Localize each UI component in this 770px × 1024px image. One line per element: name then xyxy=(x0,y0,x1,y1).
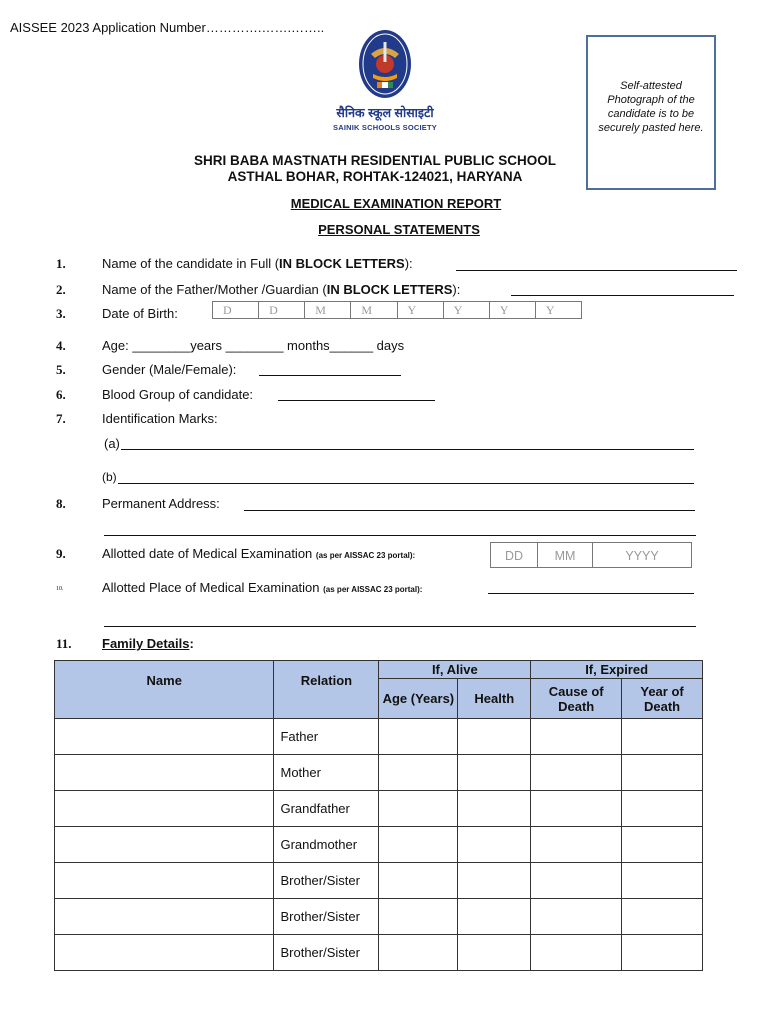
dob-label: Date of Birth: xyxy=(102,306,178,321)
health-cell[interactable] xyxy=(458,827,531,863)
item-number-4: 4. xyxy=(56,338,66,353)
column-header-health: Health xyxy=(458,679,531,719)
family-details-table xyxy=(54,660,703,971)
year-cell[interactable] xyxy=(622,791,703,827)
photo-instruction: Self-attested Photograph of the candidate is to be securely pasted here. xyxy=(598,80,704,134)
year-cell[interactable] xyxy=(622,899,703,935)
family-details-heading xyxy=(102,636,194,651)
exam-date-portal-note: (as per AISSAC 23 portal): xyxy=(315,551,416,560)
item-number-5: 5. xyxy=(56,362,66,377)
cause-cell[interactable] xyxy=(531,755,622,791)
dob-box[interactable]: Y xyxy=(444,302,490,318)
cause-cell[interactable] xyxy=(531,791,622,827)
table-row xyxy=(55,899,703,935)
name-cell[interactable] xyxy=(55,719,274,755)
exam-date-month-box[interactable]: MM xyxy=(538,543,593,567)
page-title: MEDICAL EXAMINATION REPORT xyxy=(290,196,502,211)
relation-cell: Father xyxy=(274,719,379,755)
table-row xyxy=(55,755,703,791)
table-row xyxy=(55,827,703,863)
column-header-age: Age (Years) xyxy=(379,679,458,719)
candidate-name-label-text: Name of the candidate in Full ( xyxy=(102,256,280,271)
dob-box[interactable]: D xyxy=(213,302,259,318)
permanent-address-label: Permanent Address: xyxy=(102,496,220,511)
gender-label: Gender (Male/Female): xyxy=(102,362,237,377)
exam-place-field-line1[interactable] xyxy=(488,593,694,594)
guardian-name-field[interactable] xyxy=(511,295,734,296)
cause-cell[interactable] xyxy=(531,863,622,899)
org-name-hindi: सैनिक स्कूल सोसाइटी xyxy=(336,106,434,120)
age-cell[interactable] xyxy=(379,791,458,827)
org-name-english: SAINIK SCHOOLS SOCIETY xyxy=(333,123,437,132)
application-number: AISSEE 2023 Application Number………….…….…….. xyxy=(10,20,325,35)
age-cell[interactable] xyxy=(379,899,458,935)
year-cell[interactable] xyxy=(622,827,703,863)
item-number-11: 11. xyxy=(56,636,72,651)
health-cell[interactable] xyxy=(458,935,531,971)
relation-cell: Brother/Sister xyxy=(274,863,379,899)
year-cell[interactable] xyxy=(622,935,703,971)
family-details-heading-colon: : xyxy=(189,636,194,651)
exam-date-year-box[interactable]: YYYY xyxy=(625,549,659,563)
health-cell[interactable] xyxy=(458,899,531,935)
name-cell[interactable] xyxy=(55,935,274,971)
identification-mark-b-field[interactable] xyxy=(118,483,694,484)
identification-mark-a-label: (a) xyxy=(104,436,120,451)
school-name xyxy=(120,153,630,185)
sainik-schools-emblem xyxy=(357,28,413,100)
cause-cell[interactable] xyxy=(531,719,622,755)
item-number-7: 7. xyxy=(56,411,66,426)
item-number-6: 6. xyxy=(56,387,66,402)
relation-cell: Brother/Sister xyxy=(274,899,379,935)
name-cell[interactable] xyxy=(55,791,274,827)
relation-cell: Mother xyxy=(274,755,379,791)
exam-date-label xyxy=(102,546,415,561)
cause-cell[interactable] xyxy=(531,899,622,935)
age-cell[interactable] xyxy=(379,719,458,755)
relation-cell: Brother/Sister xyxy=(274,935,379,971)
year-cell[interactable] xyxy=(622,863,703,899)
candidate-name-label-end: ): xyxy=(404,256,413,271)
guardian-name-label-end: ): xyxy=(452,282,461,297)
name-cell[interactable] xyxy=(55,863,274,899)
identification-mark-a-field[interactable] xyxy=(121,449,694,450)
candidate-name-field[interactable] xyxy=(456,270,737,271)
guardian-name-block-note: IN BLOCK LETTERS xyxy=(326,282,453,297)
column-header-year-of-death: Year of Death xyxy=(622,679,703,719)
dob-box[interactable]: D xyxy=(259,302,305,318)
column-group-if-alive: If, Alive xyxy=(379,661,531,679)
exam-place-label-text: Allotted Place of Medical Examination xyxy=(102,580,320,595)
permanent-address-field-line1[interactable] xyxy=(244,510,695,511)
family-details-heading-text: Family Details xyxy=(102,636,190,651)
exam-place-label xyxy=(102,580,422,595)
exam-place-portal-note: (as per AISSAC 23 portal): xyxy=(323,585,423,594)
blood-group-label: Blood Group of candidate: xyxy=(102,387,254,402)
exam-date-boxes[interactable] xyxy=(490,542,692,568)
exam-date-label-text: Allotted date of Medical Examination xyxy=(102,546,313,561)
school-name-line1: SHRI BABA MASTNATH RESIDENTIAL PUBLIC SCHOOL xyxy=(193,153,556,168)
health-cell[interactable] xyxy=(458,755,531,791)
health-cell[interactable] xyxy=(458,791,531,827)
age-cell[interactable] xyxy=(379,863,458,899)
relation-cell: Grandmother xyxy=(274,827,379,863)
table-row xyxy=(55,719,703,755)
table-row xyxy=(55,935,703,971)
age-cell[interactable] xyxy=(379,935,458,971)
table-row xyxy=(55,863,703,899)
health-cell[interactable] xyxy=(458,863,531,899)
permanent-address-field-line2[interactable] xyxy=(104,535,696,536)
column-header-relation: Relation xyxy=(274,661,379,719)
guardian-name-label-text: Name of the Father/Mother /Guardian ( xyxy=(102,282,327,297)
dob-box[interactable]: Y xyxy=(545,303,555,317)
table-row xyxy=(55,791,703,827)
identification-mark-b-label: (b) xyxy=(102,470,117,484)
year-cell[interactable] xyxy=(622,755,703,791)
dob-box[interactable]: M xyxy=(305,302,351,318)
dob-box[interactable]: M xyxy=(351,302,397,318)
item-number-3: 3. xyxy=(56,306,66,321)
blood-group-field[interactable] xyxy=(278,400,435,401)
school-address-line2: ASTHAL BOHAR, ROHTAK-124021, HARYANA xyxy=(227,169,523,184)
column-header-name: Name xyxy=(55,661,274,719)
item-number-10: 10. xyxy=(56,586,64,592)
candidate-name-block-note: IN BLOCK LETTERS xyxy=(279,256,405,271)
name-cell[interactable] xyxy=(55,755,274,791)
name-cell[interactable] xyxy=(55,899,274,935)
item-number-1: 1. xyxy=(56,256,66,271)
item-number-9: 9. xyxy=(56,546,66,561)
health-cell[interactable] xyxy=(458,719,531,755)
section-subtitle: PERSONAL STATEMENTS xyxy=(318,222,480,237)
item-number-8: 8. xyxy=(56,496,66,511)
dob-input-boxes[interactable] xyxy=(212,301,582,319)
age-cell[interactable] xyxy=(379,827,458,863)
guardian-name-label xyxy=(102,282,460,297)
column-group-if-expired: If, Expired xyxy=(531,661,703,679)
cause-cell[interactable] xyxy=(531,935,622,971)
cause-cell[interactable] xyxy=(531,827,622,863)
identification-marks-label: Identification Marks: xyxy=(102,411,218,426)
year-cell[interactable] xyxy=(622,719,703,755)
exam-place-field-line2[interactable] xyxy=(104,626,696,627)
item-number-2: 2. xyxy=(56,282,66,297)
exam-date-day-box[interactable]: DD xyxy=(491,543,538,567)
column-header-cause-of-death: Cause of Death xyxy=(531,679,622,719)
gender-field[interactable] xyxy=(259,375,401,376)
name-cell[interactable] xyxy=(55,827,274,863)
dob-box[interactable]: Y xyxy=(398,302,444,318)
age-field[interactable]: Age: ________years ________ months______ days xyxy=(102,338,405,353)
candidate-name-label xyxy=(102,256,413,271)
dob-box[interactable]: Y xyxy=(490,302,536,318)
age-cell[interactable] xyxy=(379,755,458,791)
relation-cell: Grandfather xyxy=(274,791,379,827)
